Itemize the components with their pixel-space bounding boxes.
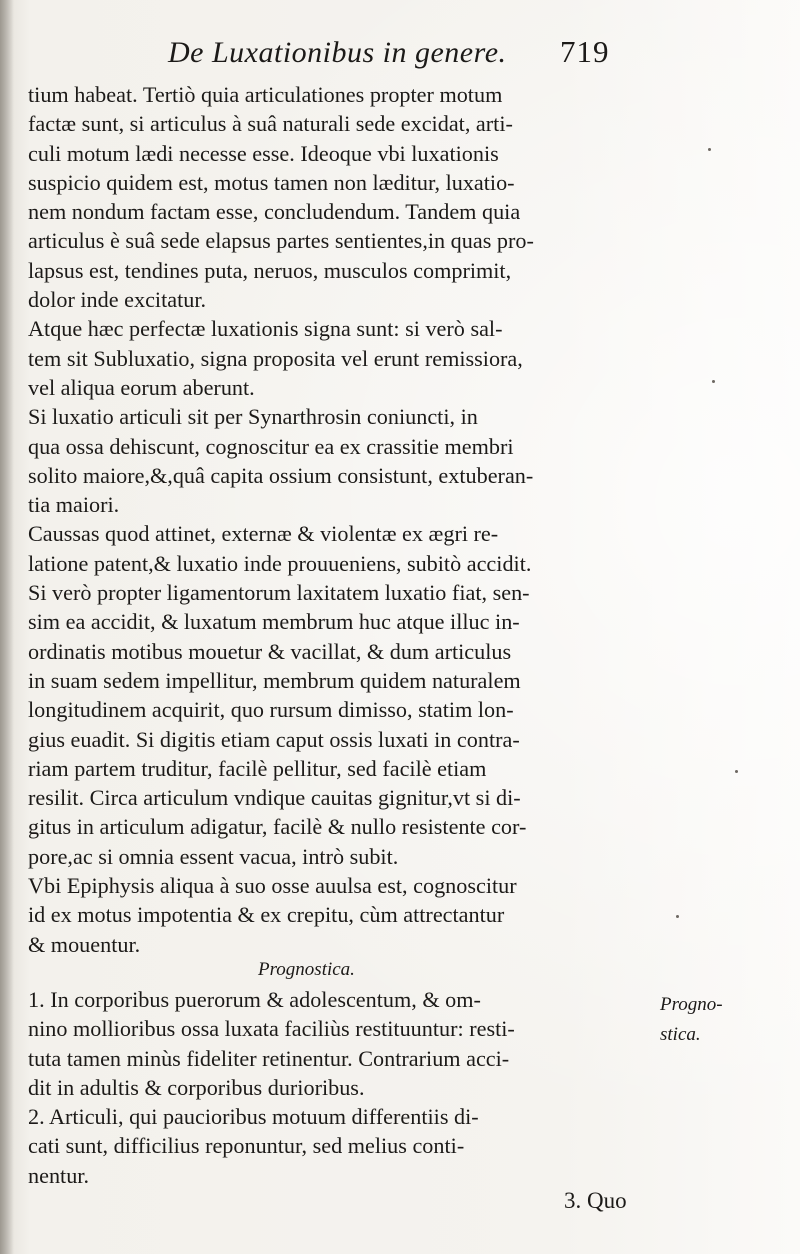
text-line: articulus è suâ sede elapsus partes sentientes,in quas pro- (28, 228, 534, 254)
text-line: solito maiore,&,quâ capita ossium consistunt, extuberan- (28, 462, 534, 488)
text-line: gitus in articulum adigatur, facilè & nullo resistente cor- (28, 814, 527, 840)
text-line: nino mollioribus ossa luxata faciliùs restituuntur: resti- (28, 1016, 515, 1042)
text-line: tium habeat. Tertiò quia articulationes propter motum (28, 82, 503, 107)
binding-shadow (0, 0, 14, 1254)
prognostica-text (28, 985, 650, 1190)
text-line: gius euadit. Si digitis etiam caput ossis luxati in contra- (28, 726, 520, 752)
paper-speck (676, 915, 679, 918)
main-text (28, 80, 650, 959)
text-line: tia maiori. (28, 492, 120, 518)
text-line: vel aliqua eorum aberunt. (28, 374, 255, 400)
text-line: Vbi Epiphysis aliqua à suo osse auulsa est, cognoscitur (28, 873, 517, 899)
text-line: cati sunt, difficilius reponuntur, sed melius conti- (28, 1133, 465, 1159)
text-line: in suam sedem impellitur, membrum quidem naturalem (28, 667, 521, 693)
text-line: sim ea accidit, & luxatum membrum huc atque illuc in- (28, 609, 520, 635)
text-line: tem sit Subluxatio, signa proposita vel erunt remissiora, (28, 345, 523, 371)
marginal-note (660, 990, 750, 1050)
text-line: culi motum lædi necesse esse. Ideoque vbi luxationis (28, 140, 499, 166)
paper-speck (712, 380, 715, 383)
text-line: suspicio quidem est, motus tamen non læditur, luxatio- (28, 169, 515, 195)
text-line: 1. In corporibus puerorum & adolescentum, & om- (28, 987, 481, 1012)
text-line: 2. Articuli, qui paucioribus motuum differentiis di- (28, 1104, 479, 1130)
page-number: 719 (560, 34, 610, 69)
text-line: lapsus est, tendines puta, neruos, musculos comprimit, (28, 257, 512, 283)
text-line: Si verò propter ligamentorum laxitatem luxatio fiat, sen- (28, 580, 530, 606)
text-line: qua ossa dehiscunt, cognoscitur ea ex crassitie membri (28, 433, 514, 459)
text-line: tuta tamen minùs fideliter retinentur. Contrarium acci- (28, 1045, 510, 1071)
text-line: Atque hæc perfectæ luxationis signa sunt: si verò sal- (28, 316, 503, 342)
text-line: & mouentur. (28, 931, 141, 957)
marginal-note-line: stica. (660, 1024, 701, 1045)
text-line: factæ sunt, si articulus à suâ naturali sede excidat, arti- (28, 111, 513, 137)
catchword: 3. Quo (564, 1188, 627, 1213)
text-line: Caussas quod attinet, externæ & violentæ ex ægri re- (28, 521, 499, 547)
text-line: id ex motus impotentia & ex crepitu, cùm attrectantur (28, 902, 505, 928)
text-line: nem nondum factam esse, concludendum. Tandem quia (28, 199, 521, 225)
text-line: nentur. (28, 1162, 90, 1188)
text-line: resilit. Circa articulum vndique cauitas gignitur,vt si di- (28, 785, 521, 811)
paper-speck (735, 770, 738, 773)
text-line: Si luxatio articuli sit per Synarthrosin coniuncti, in (28, 404, 478, 430)
text-line: dolor inde excitatur. (28, 287, 207, 313)
page-header (168, 30, 668, 74)
text-line: pore,ac si omnia essent vacua, intrò subit. (28, 843, 399, 869)
text-line: latione patent,& luxatio inde prouueniens, subitò accidit. (28, 550, 532, 576)
running-title: De Luxationibus in genere. (168, 36, 507, 69)
text-line: dit in adultis & corporibus durioribus. (28, 1074, 365, 1100)
section-heading: Prognostica. (258, 959, 355, 980)
marginal-note-line: Progno- (660, 994, 723, 1015)
paper-speck (708, 148, 711, 151)
text-line: ordinatis motibus mouetur & vacillat, & dum articulus (28, 638, 512, 664)
text-line: longitudinem acquirit, quo rursum dimisso, statim lon- (28, 697, 514, 723)
text-line: riam partem truditur, facilè pellitur, sed facilè etiam (28, 755, 487, 781)
